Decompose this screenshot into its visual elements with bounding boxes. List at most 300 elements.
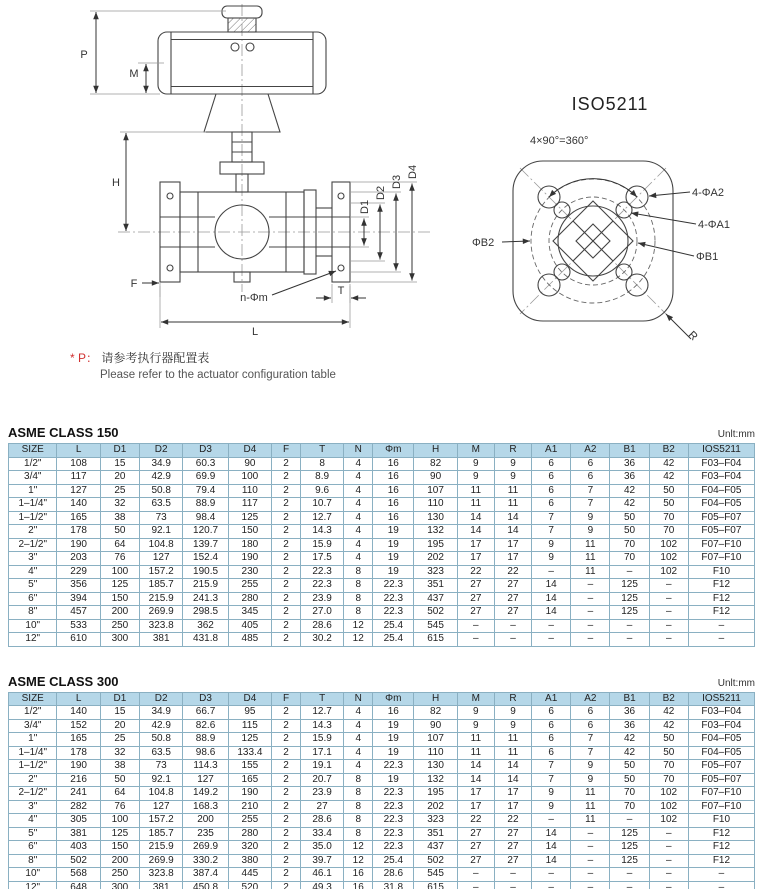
table-cell: 2–1/2"	[9, 538, 57, 552]
table-cell: 22	[494, 565, 531, 579]
table-row	[9, 733, 755, 747]
table-cell: 42.9	[140, 471, 183, 485]
table-cell: 25.4	[373, 854, 414, 868]
table-cell: 445	[228, 868, 271, 882]
table-cell: 269.9	[140, 606, 183, 620]
table-cell: 42	[649, 471, 688, 485]
table-cell: 229	[57, 565, 100, 579]
actuator-note	[70, 350, 336, 384]
unit-label: Unlt:mm	[717, 429, 755, 440]
table-cell: 200	[100, 606, 139, 620]
table-cell: 2	[272, 579, 301, 593]
table-cell: 4	[344, 471, 373, 485]
table-row	[9, 800, 755, 814]
table-cell: 27	[457, 592, 494, 606]
dim-label-t: T	[337, 285, 345, 297]
table-cell: 3/4"	[9, 719, 57, 733]
table-cell: 8"	[9, 606, 57, 620]
table-cell: 2	[272, 484, 301, 498]
table-cell: 165	[57, 511, 100, 525]
table-cell: 149.2	[183, 787, 228, 801]
column-header: B1	[610, 444, 649, 458]
table-cell: 110	[228, 484, 271, 498]
table-cell: 2	[272, 552, 301, 566]
table-cell: 17.5	[300, 552, 343, 566]
table-cell: –	[532, 633, 571, 647]
table-cell: 323	[414, 565, 457, 579]
table-cell: 6	[532, 746, 571, 760]
table-cell: 22	[457, 814, 494, 828]
dim-label-p: P	[80, 49, 88, 61]
table-cell: –	[610, 814, 649, 828]
table-cell: 102	[649, 538, 688, 552]
table-cell: 127	[140, 552, 183, 566]
table-cell: F05–F07	[688, 760, 754, 774]
table-cell: 22.3	[300, 565, 343, 579]
table-cell: 2	[272, 592, 301, 606]
table-cell: 15	[100, 706, 139, 720]
table-cell: 98.6	[183, 746, 228, 760]
table-cell: 27.0	[300, 606, 343, 620]
table-cell: 50.8	[140, 484, 183, 498]
table-cell: 4	[344, 511, 373, 525]
table-cell: 42	[610, 484, 649, 498]
table-cell: 22.3	[373, 606, 414, 620]
table-cell: 90	[228, 457, 271, 471]
table-cell: 14	[457, 773, 494, 787]
table-cell: 127	[140, 800, 183, 814]
table-cell: –	[610, 619, 649, 633]
table-cell: 50	[649, 498, 688, 512]
column-header: T	[300, 444, 343, 458]
table-cell: –	[457, 881, 494, 889]
table-row	[9, 606, 755, 620]
table-cell: F03–F04	[688, 457, 754, 471]
table-cell: 190	[57, 760, 100, 774]
table-cell: 2	[272, 706, 301, 720]
table-cell: 22	[457, 565, 494, 579]
table-cell: 50	[610, 511, 649, 525]
table-cell: 49.3	[300, 881, 343, 889]
table-cell: F03–F04	[688, 719, 754, 733]
table-cell: 42	[649, 457, 688, 471]
table-cell: 2	[272, 881, 301, 889]
table-cell: 5"	[9, 579, 57, 593]
table-cell: 17	[457, 800, 494, 814]
table-cell: 22.3	[373, 760, 414, 774]
table-row	[9, 868, 755, 882]
table-cell: 108	[57, 457, 100, 471]
table-cell: 1"	[9, 733, 57, 747]
table-cell: 9	[532, 552, 571, 566]
table-cell: 2	[272, 565, 301, 579]
table-cell: 2	[272, 827, 301, 841]
table-row	[9, 773, 755, 787]
table-cell: 23.9	[300, 592, 343, 606]
table-cell: F12	[688, 827, 754, 841]
table-cell: 4	[344, 760, 373, 774]
dim-label-d2: D2	[375, 185, 387, 200]
table-cell: 6	[571, 471, 610, 485]
table-cell: –	[532, 565, 571, 579]
table-cell: 70	[610, 552, 649, 566]
dim-label-m: M	[129, 68, 139, 80]
column-header: A1	[532, 444, 571, 458]
table-cell: –	[610, 565, 649, 579]
table-row	[9, 760, 755, 774]
table-cell: 2	[272, 619, 301, 633]
table-cell: 2–1/2"	[9, 787, 57, 801]
table-cell: 9	[532, 800, 571, 814]
table-cell: –	[532, 868, 571, 882]
table-row	[9, 471, 755, 485]
table-cell: 9	[571, 511, 610, 525]
table-cell: 19	[373, 773, 414, 787]
table-cell: 345	[228, 606, 271, 620]
table-cell: 3"	[9, 552, 57, 566]
table-cell: 20	[100, 471, 139, 485]
table-cell: 2	[272, 760, 301, 774]
table-cell: 102	[649, 787, 688, 801]
table-cell: 63.5	[140, 498, 183, 512]
table-cell: 6	[532, 484, 571, 498]
table-cell: 32	[100, 498, 139, 512]
table-cell: 27	[457, 827, 494, 841]
angle-label: 4×90°=360°	[530, 135, 589, 147]
column-header: B2	[649, 692, 688, 706]
table-cell: 351	[414, 579, 457, 593]
table-row	[9, 881, 755, 889]
table-row	[9, 498, 755, 512]
table-cell: 215.9	[140, 841, 183, 855]
table-title-row	[8, 671, 755, 689]
table-cell: 125	[228, 511, 271, 525]
table-cell: 19	[373, 733, 414, 747]
column-header: IOS5211	[688, 444, 754, 458]
table-cell: 127	[57, 484, 100, 498]
table-cell: 150	[100, 592, 139, 606]
table-cell: 14	[532, 579, 571, 593]
table-cell: 25.4	[373, 633, 414, 647]
table-cell: 2	[272, 457, 301, 471]
table-cell: 16	[373, 511, 414, 525]
table-body	[9, 706, 755, 889]
table-cell: 100	[100, 814, 139, 828]
table-cell: 17	[494, 538, 531, 552]
table-cell: 8	[344, 814, 373, 828]
table-cell: 9	[494, 706, 531, 720]
table-cell: 11	[494, 484, 531, 498]
table-cell: 27	[494, 854, 531, 868]
table-cell: 76	[100, 552, 139, 566]
table-cell: 35.0	[300, 841, 343, 855]
table-cell: –	[571, 881, 610, 889]
table-cell: 27	[457, 854, 494, 868]
table-cell: 11	[494, 746, 531, 760]
table-cell: 14.3	[300, 525, 343, 539]
table-cell: 50	[649, 746, 688, 760]
table-cell: 90	[414, 719, 457, 733]
table-cell: F12	[688, 606, 754, 620]
table-cell: 403	[57, 841, 100, 855]
table-cell: 22.3	[373, 579, 414, 593]
table-cell: 76	[100, 800, 139, 814]
table-cell: –	[649, 592, 688, 606]
table-cell: 42	[649, 706, 688, 720]
table-cell: –	[494, 633, 531, 647]
table-cell: 2	[272, 814, 301, 828]
table-cell: 190.5	[183, 565, 228, 579]
table-cell: F10	[688, 814, 754, 828]
table-cell: –	[571, 619, 610, 633]
table-cell: 38	[100, 511, 139, 525]
table-cell: 610	[57, 633, 100, 647]
table-cell: 9	[494, 719, 531, 733]
table-cell: 130	[414, 760, 457, 774]
table-cell: 19.1	[300, 760, 343, 774]
table-cell: 100	[100, 565, 139, 579]
table-cell: 1/2"	[9, 706, 57, 720]
table-cell: 195	[414, 787, 457, 801]
table-cell: 17	[457, 552, 494, 566]
table-cell: 195	[414, 538, 457, 552]
table-cell: 11	[494, 498, 531, 512]
table-cell: –	[610, 633, 649, 647]
dimension-tables	[0, 422, 763, 889]
table-cell: 11	[457, 498, 494, 512]
column-header: D3	[183, 444, 228, 458]
table-cell: 90	[414, 471, 457, 485]
table-cell: 82.6	[183, 719, 228, 733]
table-cell: 9	[571, 773, 610, 787]
label-4-phi-a2: 4-ΦA2	[692, 187, 725, 199]
table-row	[9, 484, 755, 498]
table-cell: 125	[610, 592, 649, 606]
table-cell: 152.4	[183, 552, 228, 566]
table-cell: 36	[610, 706, 649, 720]
table-cell: 6	[571, 719, 610, 733]
table-cell: 8	[300, 457, 343, 471]
table-cell: –	[571, 579, 610, 593]
table-cell: 19	[373, 552, 414, 566]
label-phi-b2: ΦB2	[472, 237, 495, 249]
table-cell: 6"	[9, 841, 57, 855]
table-cell: 70	[649, 773, 688, 787]
table-cell: 2	[272, 719, 301, 733]
table-row	[9, 525, 755, 539]
label-phi-b1: ΦB1	[696, 251, 719, 263]
table-row	[9, 619, 755, 633]
table-cell: 10"	[9, 619, 57, 633]
column-header: N	[344, 444, 373, 458]
unit-label: Unlt:mm	[717, 677, 755, 689]
table-cell: 250	[100, 868, 139, 882]
dim-label-n-phi-m: n-Φm	[240, 292, 268, 304]
table-row	[9, 579, 755, 593]
table-cell: 200	[100, 854, 139, 868]
table-cell: 22.3	[373, 800, 414, 814]
table-cell: 255	[228, 814, 271, 828]
table-cell: 2	[272, 471, 301, 485]
table-title: ASME CLASS 300	[8, 673, 119, 689]
table-cell: 33.4	[300, 827, 343, 841]
table-cell: F07–F10	[688, 800, 754, 814]
table-cell: 150	[100, 841, 139, 855]
table-cell: 9	[494, 471, 531, 485]
table-body	[9, 457, 755, 646]
table-cell: 3/4"	[9, 471, 57, 485]
table-cell: 70	[610, 538, 649, 552]
table-cell: 98.4	[183, 511, 228, 525]
table-cell: 4	[344, 484, 373, 498]
table-cell: 1–1/4"	[9, 746, 57, 760]
table-cell: 17	[457, 787, 494, 801]
table-cell: 502	[414, 854, 457, 868]
table-cell: 1–1/2"	[9, 760, 57, 774]
table-cell: 4	[344, 706, 373, 720]
table-cell: 7	[532, 773, 571, 787]
table-cell: 92.1	[140, 773, 183, 787]
table-cell: 17	[494, 800, 531, 814]
table-cell: F05–F07	[688, 525, 754, 539]
table-row	[9, 538, 755, 552]
table-cell: 130	[414, 511, 457, 525]
table-cell: 25	[100, 733, 139, 747]
table-row	[9, 633, 755, 647]
table-cell: 7	[532, 525, 571, 539]
table-cell: 14	[494, 760, 531, 774]
table-cell: 104.8	[140, 538, 183, 552]
column-header: SIZE	[9, 444, 57, 458]
table-cell: 2	[272, 633, 301, 647]
table-cell: 117	[57, 471, 100, 485]
table-cell: 11	[571, 552, 610, 566]
table-row	[9, 787, 755, 801]
table-cell: 7	[532, 511, 571, 525]
table-cell: 8	[344, 606, 373, 620]
table-cell: 104.8	[140, 787, 183, 801]
table-cell: 125	[610, 854, 649, 868]
table-cell: 100	[228, 471, 271, 485]
table-cell: 102	[649, 814, 688, 828]
table-cell: 50	[610, 760, 649, 774]
table-cell: 250	[100, 619, 139, 633]
table-cell: –	[457, 633, 494, 647]
asme-class-150-section	[8, 422, 755, 647]
table-cell: 7	[571, 733, 610, 747]
column-header: A1	[532, 692, 571, 706]
table-cell: 7	[571, 498, 610, 512]
column-header: R	[494, 692, 531, 706]
table-cell: 4	[344, 457, 373, 471]
table-cell: 50	[649, 484, 688, 498]
table-cell: 394	[57, 592, 100, 606]
table-cell: 15.9	[300, 733, 343, 747]
table-cell: 14	[457, 511, 494, 525]
table-cell: 17	[494, 787, 531, 801]
table-cell: F04–F05	[688, 484, 754, 498]
dim-label-d1: D1	[359, 199, 371, 214]
table-cell: 235	[183, 827, 228, 841]
table-cell: 280	[228, 827, 271, 841]
table-cell: 185.7	[140, 827, 183, 841]
table-cell: 190	[228, 552, 271, 566]
table-cell: 125	[610, 841, 649, 855]
table-cell: 269.9	[183, 841, 228, 855]
table-cell: –	[571, 841, 610, 855]
table-cell: –	[571, 606, 610, 620]
table-cell: 7	[571, 484, 610, 498]
table-cell: 6	[532, 471, 571, 485]
table-cell: 8	[344, 773, 373, 787]
table-cell: 168.3	[183, 800, 228, 814]
table-cell: 6	[571, 706, 610, 720]
table-cell: 28.6	[373, 868, 414, 882]
table-cell: 125	[610, 606, 649, 620]
table-cell: 27	[494, 827, 531, 841]
table-cell: 12	[344, 841, 373, 855]
table-cell: –	[532, 881, 571, 889]
table-cell: 431.8	[183, 633, 228, 647]
table-cell: 110	[414, 498, 457, 512]
table-cell: 16	[373, 498, 414, 512]
table-cell: 125	[228, 733, 271, 747]
table-cell: 155	[228, 760, 271, 774]
table-cell: 50	[610, 525, 649, 539]
table-cell: 12	[344, 619, 373, 633]
iso5211-flange-drawing	[468, 116, 758, 366]
table-cell: 14	[457, 525, 494, 539]
table-title: ASME CLASS 150	[8, 425, 119, 440]
table-cell: 152	[57, 719, 100, 733]
column-header: D2	[140, 692, 183, 706]
table-cell: 387.4	[183, 868, 228, 882]
table-cell: –	[649, 619, 688, 633]
table-cell: 210	[228, 800, 271, 814]
table-cell: 2	[272, 525, 301, 539]
table-cell: 42	[610, 498, 649, 512]
table-cell: 82	[414, 706, 457, 720]
table-cell: 380	[228, 854, 271, 868]
table-cell: 25.4	[373, 619, 414, 633]
table-cell: 7	[571, 746, 610, 760]
table-cell: 22.3	[373, 841, 414, 855]
table-cell: F04–F05	[688, 733, 754, 747]
table-cell: 4"	[9, 814, 57, 828]
table-cell: 437	[414, 592, 457, 606]
table-cell: 9	[457, 457, 494, 471]
table-cell: 2	[272, 606, 301, 620]
table-cell: 73	[140, 760, 183, 774]
table-cell: 15	[100, 457, 139, 471]
table-cell: 140	[57, 498, 100, 512]
table-cell: 114.3	[183, 760, 228, 774]
table-cell: 533	[57, 619, 100, 633]
table-row	[9, 827, 755, 841]
table-cell: –	[571, 868, 610, 882]
table-cell: 63.5	[140, 746, 183, 760]
table-cell: 19	[373, 538, 414, 552]
note-english-text: Please refer to the actuator configuration table	[100, 369, 336, 381]
table-cell: 6	[532, 733, 571, 747]
table-cell: 27	[494, 579, 531, 593]
table-cell: –	[688, 633, 754, 647]
table-cell: 9.6	[300, 484, 343, 498]
column-header: F	[272, 444, 301, 458]
table-cell: 9	[571, 525, 610, 539]
table-cell: 6"	[9, 592, 57, 606]
table-cell: 200	[183, 814, 228, 828]
